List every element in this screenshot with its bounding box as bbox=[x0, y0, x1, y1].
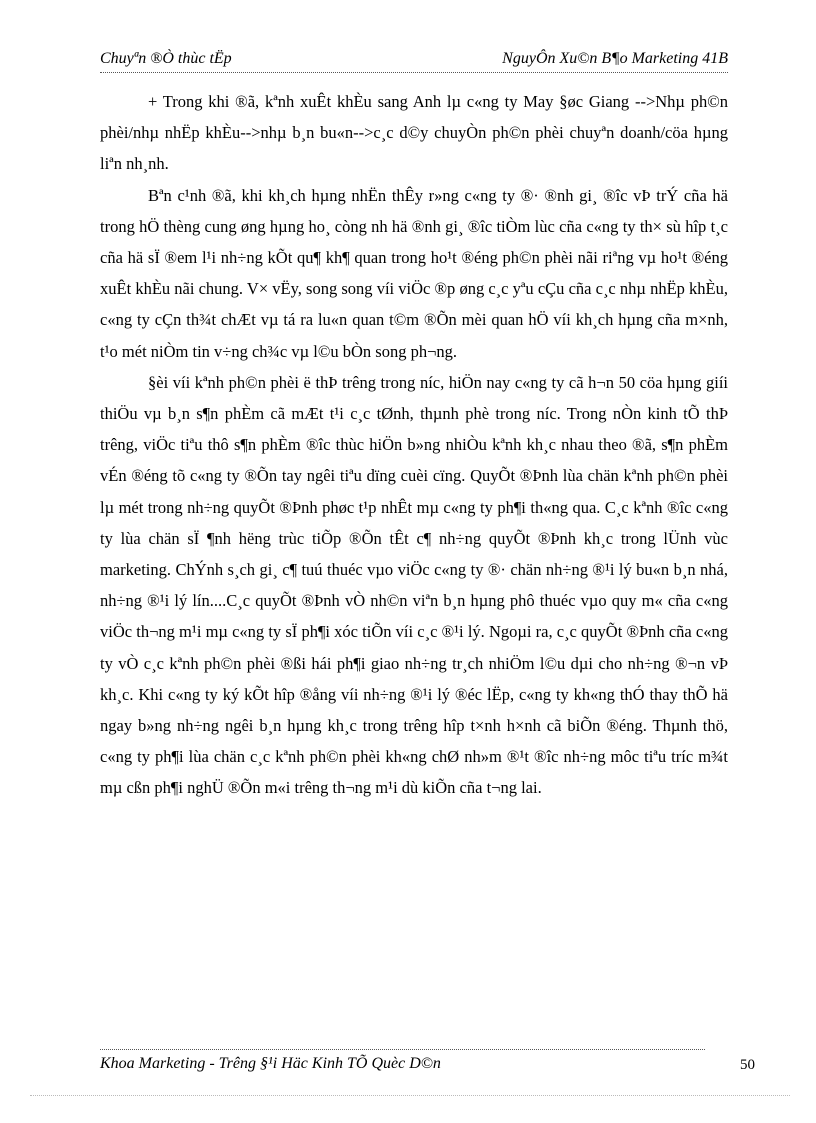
page-number: 50 bbox=[740, 1057, 755, 1073]
header-title: Chuyªn ®Ò thùc tËp bbox=[100, 50, 232, 67]
footer-faculty: Khoa Marketing - Trêng §¹i Häc Kinh TÕ Quèc D©n bbox=[100, 1055, 441, 1072]
page-bottom-border bbox=[30, 1095, 790, 1096]
paragraph-domestic-channel: §èi víi kªnh ph©n phèi ë thÞ trêng trong níc, hiÖn nay c«ng ty cã h¬n 50 cöa hµng giíi thiÖu vµ b¸n s¶n phÈm cã mÆt t¹i c¸c tØnh, thµnh phè trong níc. Trong nÒn kinh tÕ thÞ trêng, viÖc tiªu thô s¶n phÈm ®îc thùc hiÖn b»ng nhiÒu kªnh kh¸c nhau theo ®ã, s¶n phÈm vÉn ®éng tõ c«ng ty ®Õn tay ngêi tiªu dïng cuèi cïng. QuyÕt ®Þnh lùa chän kªnh ph©n phèi lµ mét trong nh÷ng quyÕt ®Þnh phøc t¹p nhÊt mµ c«ng ty ph¶i th«ng qua. C¸c kªnh ®îc c«ng ty lùa chän sÏ ¶nh hëng trùc tiÕp ®Õn tÊt c¶ nh÷ng quyÕt ®Þnh kh¸c trong lÜnh vùc marketing. ChÝnh s¸ch gi¸ c¶ tuú thuéc vµo viÖc c«ng ty ®· chän nh÷ng ®¹i lý bu«n b¸n nhá, nh÷ng ®¹i lý lín....C¸c quyÕt ®Þnh vÒ nh©n viªn b¸n hµng phô thuéc vµo quy m« cña c«ng viÖc th¬ng m¹i mµ c«ng ty sÏ ph¶i xóc tiÕn víi c¸c ®¹i lý. Ngoµi ra, c¸c quyÕt ®Þnh cña c«ng ty vÒ c¸c kªnh ph©n phèi ®ßi hái ph¶i giao nh÷ng tr¸ch nhiÖm l©u dµi cho nh÷ng ®¬n vÞ kh¸c. Khi c«ng ty ký kÕt hîp ®ång víi nh÷ng ®¹i lý ®éc lËp, c«ng ty kh«ng thÓ thay thÕ hä ngay b»ng nh÷ng ngêi b¸n hµng kh¸c trong trêng hîp t×nh h×nh cã biÕn ®éng. Thµnh thö, c«ng ty ph¶i lùa chän c¸c kªnh ph©n phèi kh«ng chØ nh»m ®¹t ®îc nh÷ng môc tiªu tríc m¾t mµ cßn ph¶i nghÜ ®Õn m«i trêng th¬ng m¹i dù kiÕn cña t¬ng lai. bbox=[100, 372, 728, 798]
paragraph-export-channel: + Trong khi ®ã, kªnh xuÊt khÈu sang Anh lµ c«ng ty May §øc Giang -->Nhµ ph©n phèi/nhµ nhËp khÈu-->nhµ b¸n bu«n-->c¸c d©y chuyÒn ph©n phèi chuyªn doanh/cöa hµng liªn nh¸nh. bbox=[100, 92, 728, 174]
page-header bbox=[100, 50, 728, 72]
footer-divider bbox=[100, 1049, 705, 1050]
header-author: NguyÔn Xu©n B¶o Marketing 41B bbox=[502, 50, 728, 67]
header-divider bbox=[100, 72, 728, 73]
paragraph-customer-relations: Bªn c¹nh ®ã, khi kh¸ch hµng nhËn thÊy r»ng c«ng ty ®· ®nh gi¸ ®îc vÞ trÝ cña hä trong hÖ thèng cung øng hµng ho¸ còng nh hä ®nh gi¸ ®îc tiÒm lùc cña c«ng ty th× sù hîp t¸c cña hä sÏ ®em l¹i nh÷ng kÕt qu¶ kh¶ quan trong ho¹t ®éng ph©n phèi nãi riªng vµ ho¹t ®éng xuÊt khÈu nãi chung. V× vËy, song song víi viÖc ®p øng c¸c yªu cÇu cña c¸c nhµ nhËp khÈu, c«ng ty cÇn th¾t chÆt vµ tá ra lu«n quan t©m ®Õn mèi quan hÖ víi kh¸ch hµng cña m×nh, t¹o mét niÒm tin v÷ng ch¾c vµ l©u bÒn song ph¬ng. bbox=[100, 185, 728, 361]
document-body bbox=[100, 86, 728, 804]
